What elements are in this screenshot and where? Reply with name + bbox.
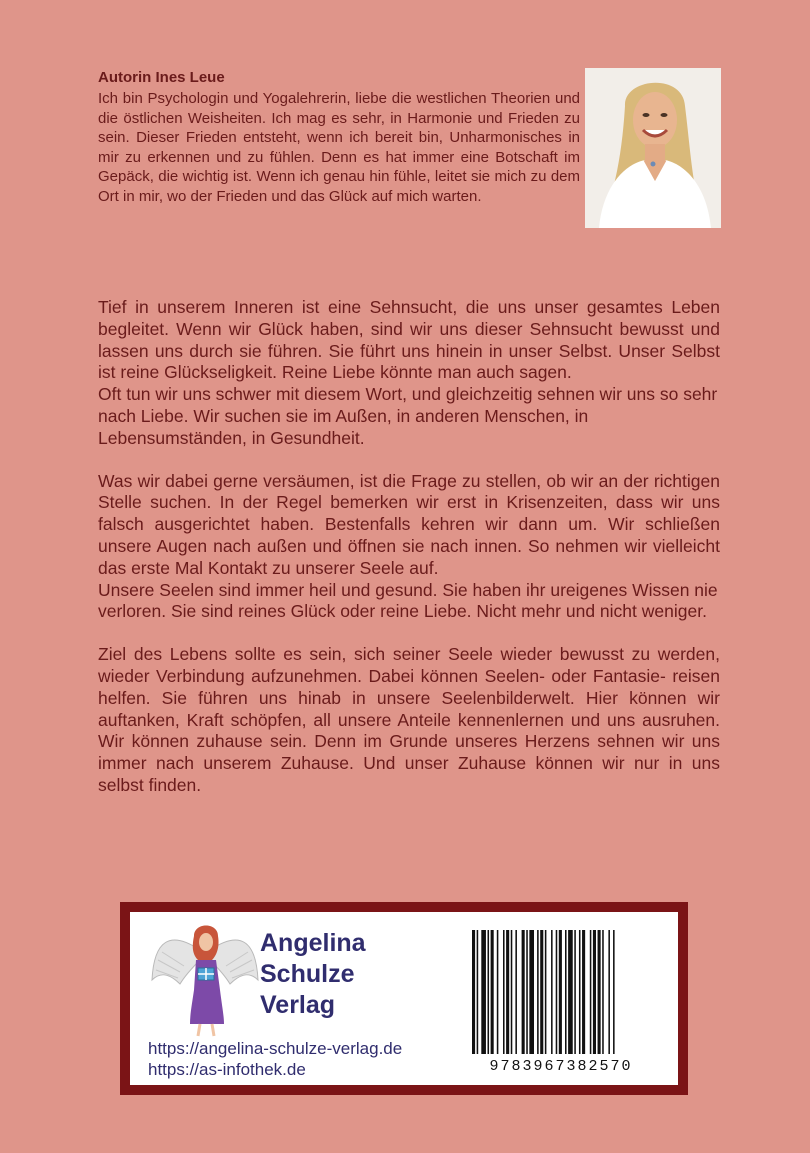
barcode-bar	[537, 930, 539, 1054]
paragraph-1-part-2: Oft tun wir uns schwer mit diesem Wort, und gleichzeitig sehnen wir uns so sehr nach Liebe. Wir suchen sie im Außen, in anderen Menschen, in Lebensumständen, in Gesundheit.	[98, 384, 718, 448]
barcode-bar	[522, 930, 525, 1054]
author-photo	[585, 68, 721, 228]
paragraph-1	[98, 297, 720, 450]
barcode-bar	[477, 930, 479, 1054]
barcode-bar	[598, 930, 601, 1054]
barcode-bar	[545, 930, 547, 1054]
barcode-bar	[556, 930, 558, 1054]
barcode-bar	[472, 930, 475, 1054]
barcode-bar	[582, 930, 585, 1054]
isbn-digits: 9783967382570	[489, 1058, 633, 1075]
paragraph-1-part-1: Tief in unserem Inneren ist eine Sehnsucht, die uns unser gesamtes Leben begleitet. Wenn wir Glück haben, sind wir uns dieser Sehnsucht bewusst und lassen uns durch sie führen. Sie führt uns hinein in unser Selbst. Unser Selbst ist reine Glückseligkeit. Reine Liebe könnte man auch sagen.	[98, 297, 720, 383]
barcode-bar	[529, 930, 534, 1054]
barcode-bar	[497, 930, 499, 1054]
barcode-bar	[565, 930, 567, 1054]
publisher-box	[120, 902, 688, 1095]
barcode-bar	[568, 930, 573, 1054]
angel-logo-icon	[150, 920, 260, 1038]
publisher-urls	[148, 1038, 402, 1080]
publisher-name-line-2: Schulze	[260, 960, 355, 988]
publisher-url-1[interactable]: https://angelina-schulze-verlag.de	[148, 1039, 403, 1058]
paragraph-2	[98, 471, 720, 624]
barcode-bar	[540, 930, 543, 1054]
barcode-bar	[506, 930, 509, 1054]
barcode-bar	[526, 930, 528, 1054]
barcode-bar	[613, 930, 615, 1054]
barcode-bar	[503, 930, 505, 1054]
barcode-bar	[579, 930, 581, 1054]
barcode-bar	[593, 930, 596, 1054]
barcode-bar	[590, 930, 592, 1054]
author-heading: Autorin Ines Leue	[98, 69, 225, 86]
isbn-barcode	[470, 930, 650, 1070]
barcode-bar	[511, 930, 513, 1054]
author-block	[98, 68, 580, 206]
author-portrait-image	[585, 68, 721, 228]
barcode-bar	[608, 930, 610, 1054]
paragraph-2-part-2: Unsere Seelen sind immer heil und gesund. Sie haben ihr ureigenes Wissen nie verloren. Sie sind reines Glück oder reine Liebe. Nicht mehr und nicht weniger.	[98, 579, 718, 622]
barcode-bar	[551, 930, 553, 1054]
barcode-bar	[602, 930, 604, 1054]
paragraph-2-part-1: Was wir dabei gerne versäumen, ist die Frage zu stellen, ob wir an der richtigen Stelle suchen. In der Regel bemerken wir erst in Krisenzeiten, dass wir uns falsch ausgerichtet haben. Bestenfalls kehren wir dann um. Wir schließen unsere Augen nach außen und öffnen sie nach innen. So nehmen wir vielleicht das erste Mal Kontakt zu unserer Seele auf.	[98, 470, 720, 578]
main-text	[98, 297, 720, 818]
publisher-panel	[130, 912, 678, 1085]
barcode-bar	[574, 930, 576, 1054]
paragraph-3	[98, 644, 720, 797]
barcode-bar	[488, 930, 490, 1054]
publisher-name	[260, 928, 366, 1021]
barcode-bar	[559, 930, 562, 1054]
publisher-url-2[interactable]: https://as-infothek.de	[148, 1060, 306, 1079]
barcode-bar	[481, 930, 486, 1054]
paragraph-3-part-1: Ziel des Lebens sollte es sein, sich seiner Seele wieder bewusst zu werden, wieder Verbindung aufzunehmen. Dabei können Seelen- oder Fantasie- reisen helfen. Sie führen uns hinab in unsere Seelenbilderwelt. Hier können wir auftanken, Kraft schöpfen, all unsere Anteile kennenlernen und uns ausruhen. Wir können zuhause sein. Denn im Grunde unseres Herzens sehnen wir uns immer nach unserem Zuhause. Und unser Zuhause können wir nur in uns selbst finden.	[98, 644, 720, 795]
barcode-bar	[491, 930, 494, 1054]
author-bio: Ich bin Psychologin und Yogalehrerin, liebe die westlichen Theorien und die östlichen Weisheiten. Ich mag es sehr, in Harmonie und Frieden zu sein. Dieser Frieden entsteht, wenn ich bereit bin, Unharmonisches in mir zu erkennen und zu fühlen. Denn es hat immer eine Botschaft im Gepäck, die wichtig ist. Wenn ich genau hin fühle, leitet sie mich zu dem Ort in mir, wo der Frieden und das Glück auf mich warten.	[98, 90, 580, 205]
publisher-name-line-1: Angelina	[260, 929, 366, 957]
barcode-bar	[515, 930, 517, 1054]
publisher-name-line-3: Verlag	[260, 991, 336, 1019]
